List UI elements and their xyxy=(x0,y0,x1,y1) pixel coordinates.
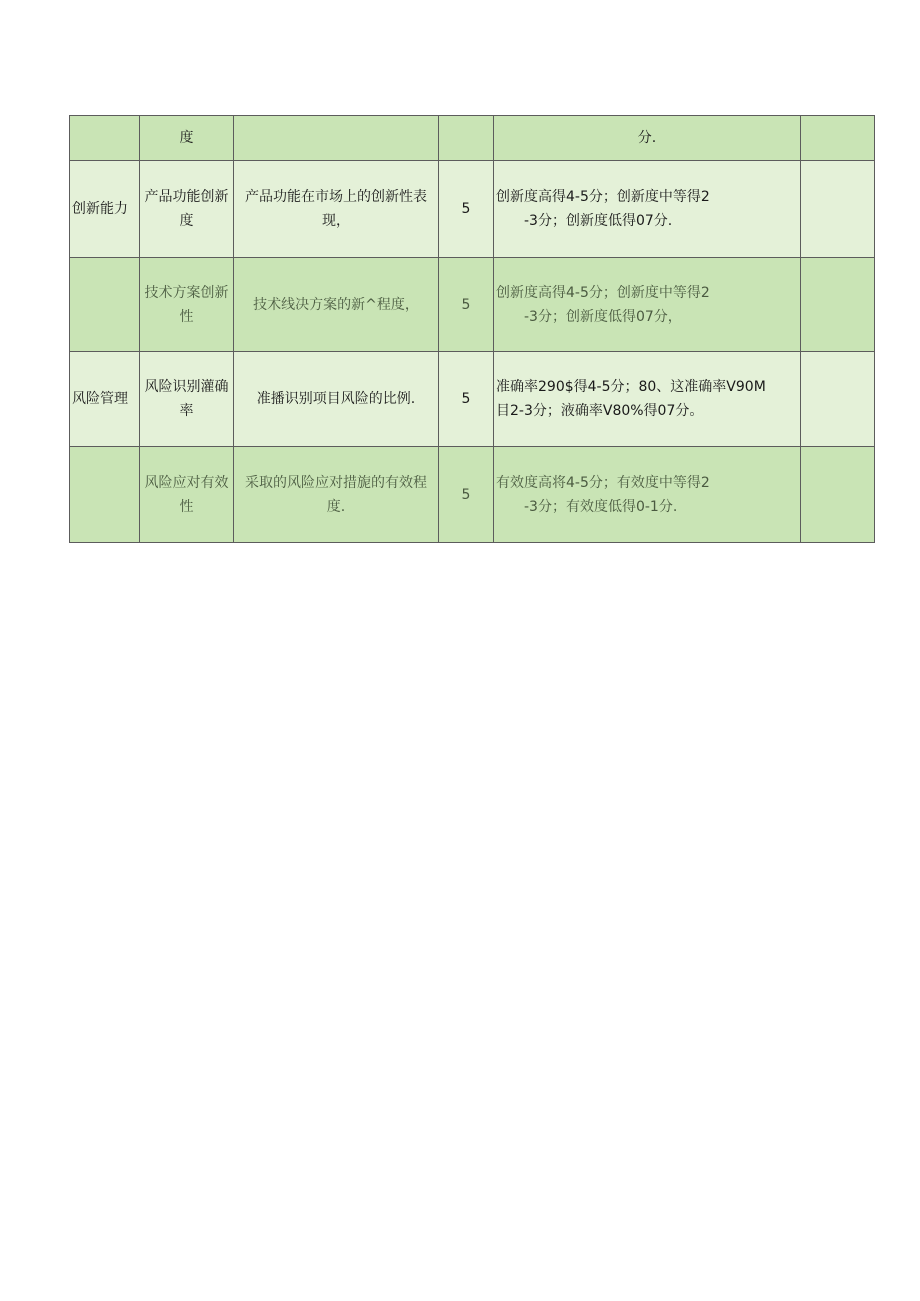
rule-line-2: -3分；创新度低得07分. xyxy=(524,213,673,229)
rule-line-1: 有效度高将4-5分；有效度中等得2 xyxy=(496,474,710,491)
note-cell xyxy=(801,161,875,258)
table-row xyxy=(70,161,875,258)
description-cell: 产品功能在市场上的创新性表现， xyxy=(234,161,439,258)
note-cell xyxy=(801,258,875,352)
rule-line-1: 创新度高得4-5分；创新度中等得2 xyxy=(496,284,710,301)
note-cell xyxy=(801,447,875,543)
rule-cell xyxy=(494,447,801,543)
score-cell: 5 xyxy=(439,258,494,352)
rule-cell xyxy=(494,258,801,352)
rule-line-1: 创新度高得4-5分；创新度中等得2 xyxy=(496,189,710,205)
header-cell-rule: 分. xyxy=(494,116,801,161)
score-cell: 5 xyxy=(439,447,494,543)
header-cell-note xyxy=(801,116,875,161)
rule-line-2: 目2-3分；液确率V80%得07分。 xyxy=(496,403,704,419)
rule-line-2: -3分；有效度低得0-1分. xyxy=(524,498,678,515)
category-cell: 创新能力 xyxy=(70,161,140,258)
rule-line-1: 准确率290$得4-5分；80、这准确率V90M xyxy=(496,379,766,395)
rule-cell xyxy=(494,352,801,447)
rule-cell xyxy=(494,161,801,258)
header-cell-category xyxy=(70,116,140,161)
description-cell: 采取的风险应对措旎的有效程度. xyxy=(234,447,439,543)
category-cell xyxy=(70,258,140,352)
description-cell: 技术线决方案的新^程度， xyxy=(234,258,439,352)
table-row xyxy=(70,352,875,447)
table-header-row xyxy=(70,116,875,161)
category-cell: 风险管理 xyxy=(70,352,140,447)
indicator-cell: 风险应对有效性 xyxy=(140,447,234,543)
category-cell xyxy=(70,447,140,543)
header-cell-indicator: 度 xyxy=(140,116,234,161)
header-cell-score xyxy=(439,116,494,161)
indicator-cell: 产品功能创新度 xyxy=(140,161,234,258)
scoring-table xyxy=(69,115,875,543)
header-cell-description xyxy=(234,116,439,161)
indicator-cell: 技术方案创新性 xyxy=(140,258,234,352)
table-row xyxy=(70,447,875,543)
table-row xyxy=(70,258,875,352)
description-cell: 准播识别项目风险的比例. xyxy=(234,352,439,447)
score-cell: 5 xyxy=(439,161,494,258)
score-cell: 5 xyxy=(439,352,494,447)
note-cell xyxy=(801,352,875,447)
indicator-cell: 风险识别灌确率 xyxy=(140,352,234,447)
rule-line-2: -3分；创新度低得07分， xyxy=(524,308,682,325)
